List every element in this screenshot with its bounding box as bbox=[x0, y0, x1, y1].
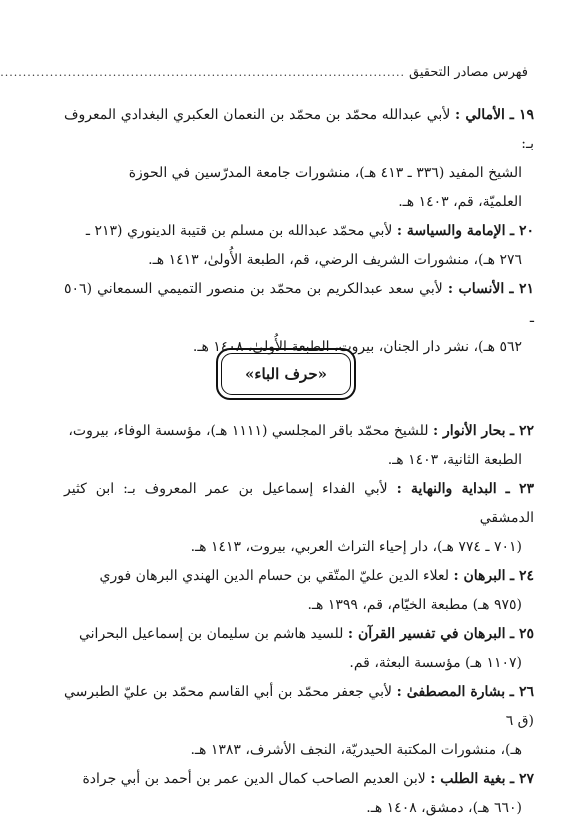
leader-dots: .......................................................................................... bbox=[0, 66, 405, 79]
entry-text: لعلاء الدين عليّ المتّقي بن حسام الدين الهندي البرهان فوري bbox=[99, 568, 449, 584]
entry-title: البداية والنهاية : bbox=[396, 481, 497, 497]
bibliography-entry-27 bbox=[64, 765, 534, 823]
bibliography-entry-22 bbox=[64, 417, 534, 475]
running-header bbox=[0, 64, 528, 86]
entry-number: ٢٧ ـ bbox=[509, 771, 534, 787]
entry-line bbox=[64, 417, 534, 446]
entry-title: البرهان في تفسير القرآن : bbox=[347, 626, 506, 642]
entry-line bbox=[64, 678, 534, 736]
entry-text: لأبي محمّد عبدالله بن مسلم بن قتيبة الدينوري (٢١٣ ـ bbox=[85, 223, 393, 239]
entry-line: ٥٦٢ هـ)، نشر دار الجنان، بيروت، الطبعة الأُولىٰ، ١٤٠٨ هـ. bbox=[192, 339, 522, 355]
entry-line: هـ)، منشورات المكتبة الحيدريّة، النجف الأشرف، ١٣٨٣ هـ. bbox=[190, 742, 522, 758]
entry-line: (٦٦٠ هـ)، دمشق، ١٤٠٨ هـ. bbox=[366, 800, 522, 816]
entries-bottom bbox=[64, 417, 534, 823]
entry-text: لأبي جعفر محمّد بن أبي القاسم محمّد بن عليّ الطبرسي (ق ٦ bbox=[64, 684, 534, 729]
entry-number: ٢٢ ـ bbox=[509, 423, 534, 439]
entry-line: الطبعة الثانية، ١٤٠٣ هـ. bbox=[387, 452, 522, 468]
section-heading-frame bbox=[216, 348, 356, 400]
entry-title: بغية الطلب : bbox=[430, 771, 506, 787]
entry-number: ٢٦ ـ bbox=[509, 684, 534, 700]
entry-number: ٢٣ ـ bbox=[505, 481, 535, 497]
entry-line bbox=[64, 101, 534, 159]
entry-line: الشيخ المفيد (٣٣٦ ـ ٤١٣ هـ)، منشورات جامعة المدرّسين في الحوزة bbox=[128, 165, 522, 181]
entry-line bbox=[64, 562, 534, 591]
bibliography-entry-26 bbox=[64, 678, 534, 765]
entry-text: لأبي الفداء إسماعيل بن عمر المعروف بـ: ابن كثير الدمشقي bbox=[64, 481, 534, 526]
bibliography-entry-24 bbox=[64, 562, 534, 620]
entry-line bbox=[64, 275, 534, 333]
entry-line bbox=[64, 620, 534, 649]
entry-number: ١٩ ـ bbox=[509, 107, 534, 123]
entry-text: للشيخ محمّد باقر المجلسي (١١١١ هـ)، مؤسسة الوفاء، بيروت، bbox=[68, 423, 429, 439]
entry-number: ٢٥ ـ bbox=[509, 626, 534, 642]
entry-line bbox=[64, 765, 534, 794]
entry-line: (٧٠١ ـ ٧٧٤ هـ)، دار إحياء التراث العربي، بيروت، ١٤١٣ هـ. bbox=[190, 539, 522, 555]
bibliography-entry-23 bbox=[64, 475, 534, 562]
entry-line: ٢٧٦ هـ)، منشورات الشريف الرضي، قم، الطبعة الأُولىٰ، ١٤١٣ هـ. bbox=[148, 252, 522, 268]
entry-line: (٩٧٥ هـ) مطبعة الخيّام، قم، ١٣٩٩ هـ. bbox=[307, 597, 522, 613]
bibliography-entry-25 bbox=[64, 620, 534, 678]
entry-number: ٢٠ ـ bbox=[509, 223, 534, 239]
bibliography-entry-19 bbox=[64, 101, 534, 217]
entry-text: لأبي سعد عبدالكريم بن محمّد بن منصور التميمي السمعاني (٥٠٦ ـ bbox=[64, 281, 534, 326]
entry-title: الأنساب : bbox=[447, 281, 505, 297]
bibliography-entry-20 bbox=[64, 217, 534, 275]
entry-title: بحار الأنوار : bbox=[432, 423, 506, 439]
entry-text: لأبي عبدالله محمّد بن محمّد بن النعمان العكبري البغدادي المعروف بـ: bbox=[64, 107, 534, 152]
entry-line bbox=[64, 475, 534, 533]
entry-text: لابن العديم الصاحب كمال الدين عمر بن أحمد بن أبي جرادة bbox=[82, 771, 426, 787]
section-heading: «حرف الباء» bbox=[221, 353, 351, 395]
entry-title: الأمالي : bbox=[455, 107, 505, 123]
entries-top bbox=[64, 101, 534, 362]
running-header-title: فهرس مصادر التحقيق bbox=[408, 65, 528, 80]
entry-text: للسيد هاشم بن سليمان بن إسماعيل البحراني bbox=[78, 626, 344, 642]
entry-line: العلميّة، قم، ١٤٠٣ هـ. bbox=[398, 194, 522, 210]
entry-line bbox=[64, 217, 534, 246]
entry-line: (١١٠٧ هـ) مؤسسة البعثة، قم. bbox=[349, 655, 522, 671]
entry-title: بشارة المصطفىٰ : bbox=[396, 684, 506, 700]
entry-number: ٢٤ ـ bbox=[509, 568, 534, 584]
entry-title: البرهان : bbox=[453, 568, 506, 584]
entry-number: ٢١ ـ bbox=[509, 281, 534, 297]
entry-title: الإمامة والسياسة : bbox=[396, 223, 506, 239]
